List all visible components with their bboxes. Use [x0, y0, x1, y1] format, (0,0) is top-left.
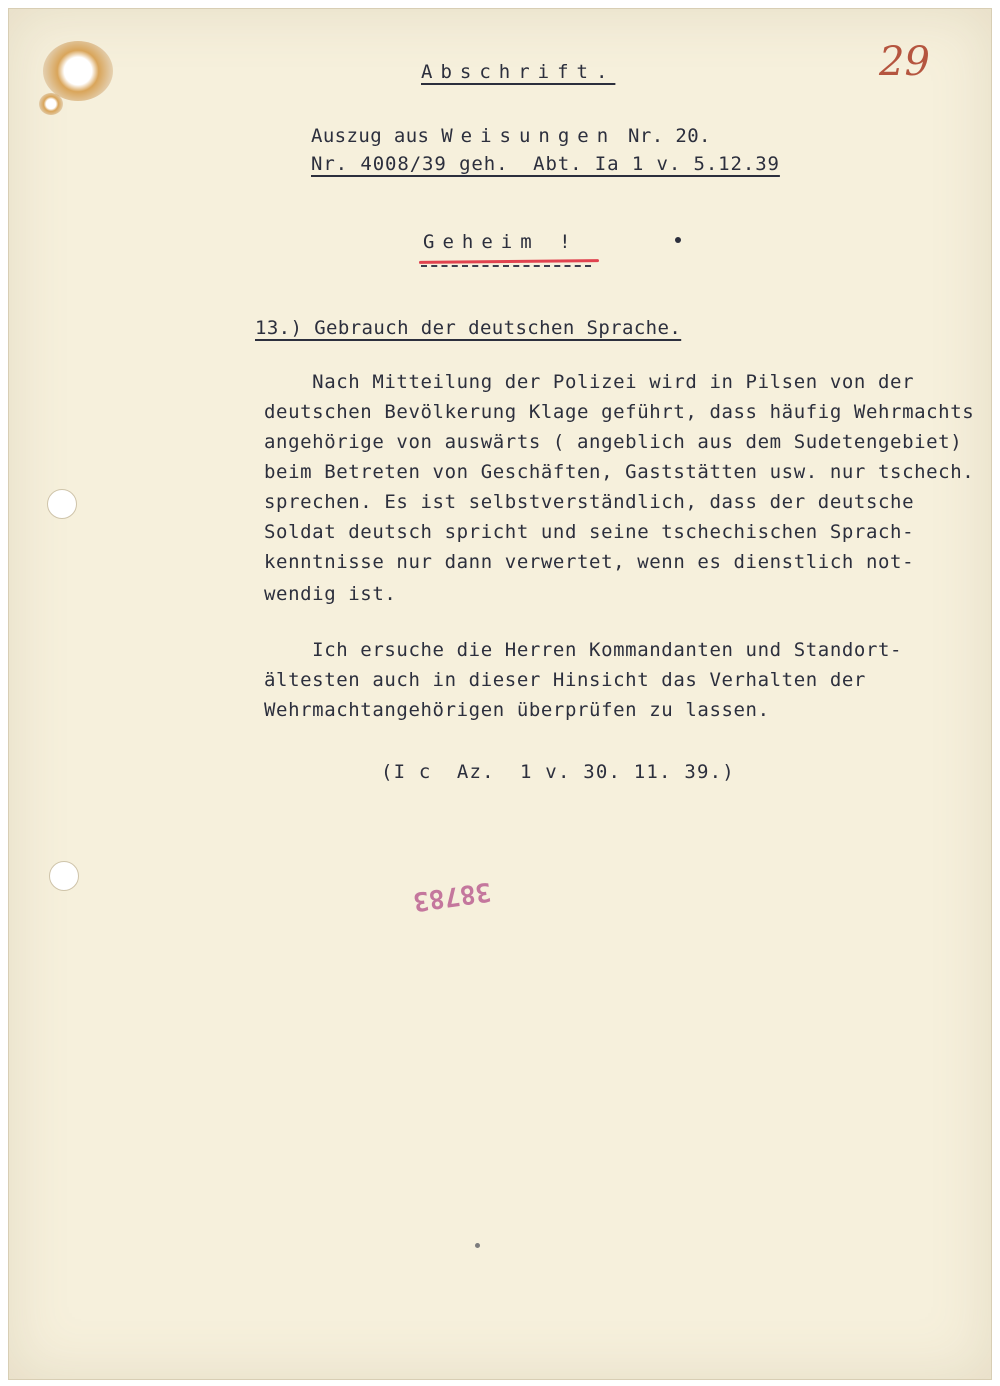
- burn-mark-small: [39, 93, 63, 115]
- paragraph-line: sprechen. Es ist selbstverständlich, dass der deutsche: [264, 491, 915, 513]
- extract-spaced: Weisungen: [441, 125, 617, 147]
- punch-hole-bottom: [49, 861, 79, 891]
- extract-line: [311, 125, 711, 147]
- paragraph-line: Wehrmachtangehörigen überprüfen zu lassen.: [264, 699, 770, 721]
- extract-suffix: Nr. 20.: [616, 125, 711, 147]
- paragraph-line: ältesten auch in dieser Hinsicht das Verhalten der: [264, 669, 866, 691]
- paragraph-line: Ich ersuche die Herren Kommandanten und Standort-: [264, 639, 903, 661]
- paragraph-line: kenntnisse nur dann verwertet, wenn es dienstlich not-: [264, 551, 915, 573]
- document-page: [8, 8, 992, 1380]
- archive-stamp: 38783: [411, 875, 493, 917]
- paragraph-line: Soldat deutsch spricht und seine tschechischen Sprach-: [264, 521, 915, 543]
- reference-line: Nr. 4008/39 geh. Abt. Ia 1 v. 5.12.39: [311, 153, 780, 175]
- section-title: 13.) Gebrauch der deutschen Sprache.: [255, 317, 682, 339]
- punch-hole-top: [47, 489, 77, 519]
- citation: (I c Az. 1 v. 30. 11. 39.): [381, 761, 735, 783]
- paragraph-line: angehörige von auswärts ( angeblich aus dem Sudetengebiet): [264, 431, 963, 453]
- classification-typed-underline: [421, 265, 591, 267]
- stray-mark: [475, 1243, 480, 1248]
- classification-label: Geheim !: [423, 231, 579, 253]
- classification-red-underline: [419, 259, 599, 264]
- paragraph-line: wendig ist.: [264, 583, 397, 605]
- burn-mark: [43, 41, 113, 101]
- paragraph-line: deutschen Bevölkerung Klage geführt, dass häufig Wehrmachts: [264, 401, 975, 423]
- extract-prefix: Auszug aus: [311, 125, 442, 147]
- document-heading: Abschrift.: [421, 61, 616, 83]
- page-number: 29: [879, 39, 930, 85]
- stray-mark: [675, 237, 681, 243]
- paragraph-line: Nach Mitteilung der Polizei wird in Pilsen von der: [264, 371, 915, 393]
- paragraph-line: beim Betreten von Geschäften, Gaststätten usw. nur tschech.: [264, 461, 975, 483]
